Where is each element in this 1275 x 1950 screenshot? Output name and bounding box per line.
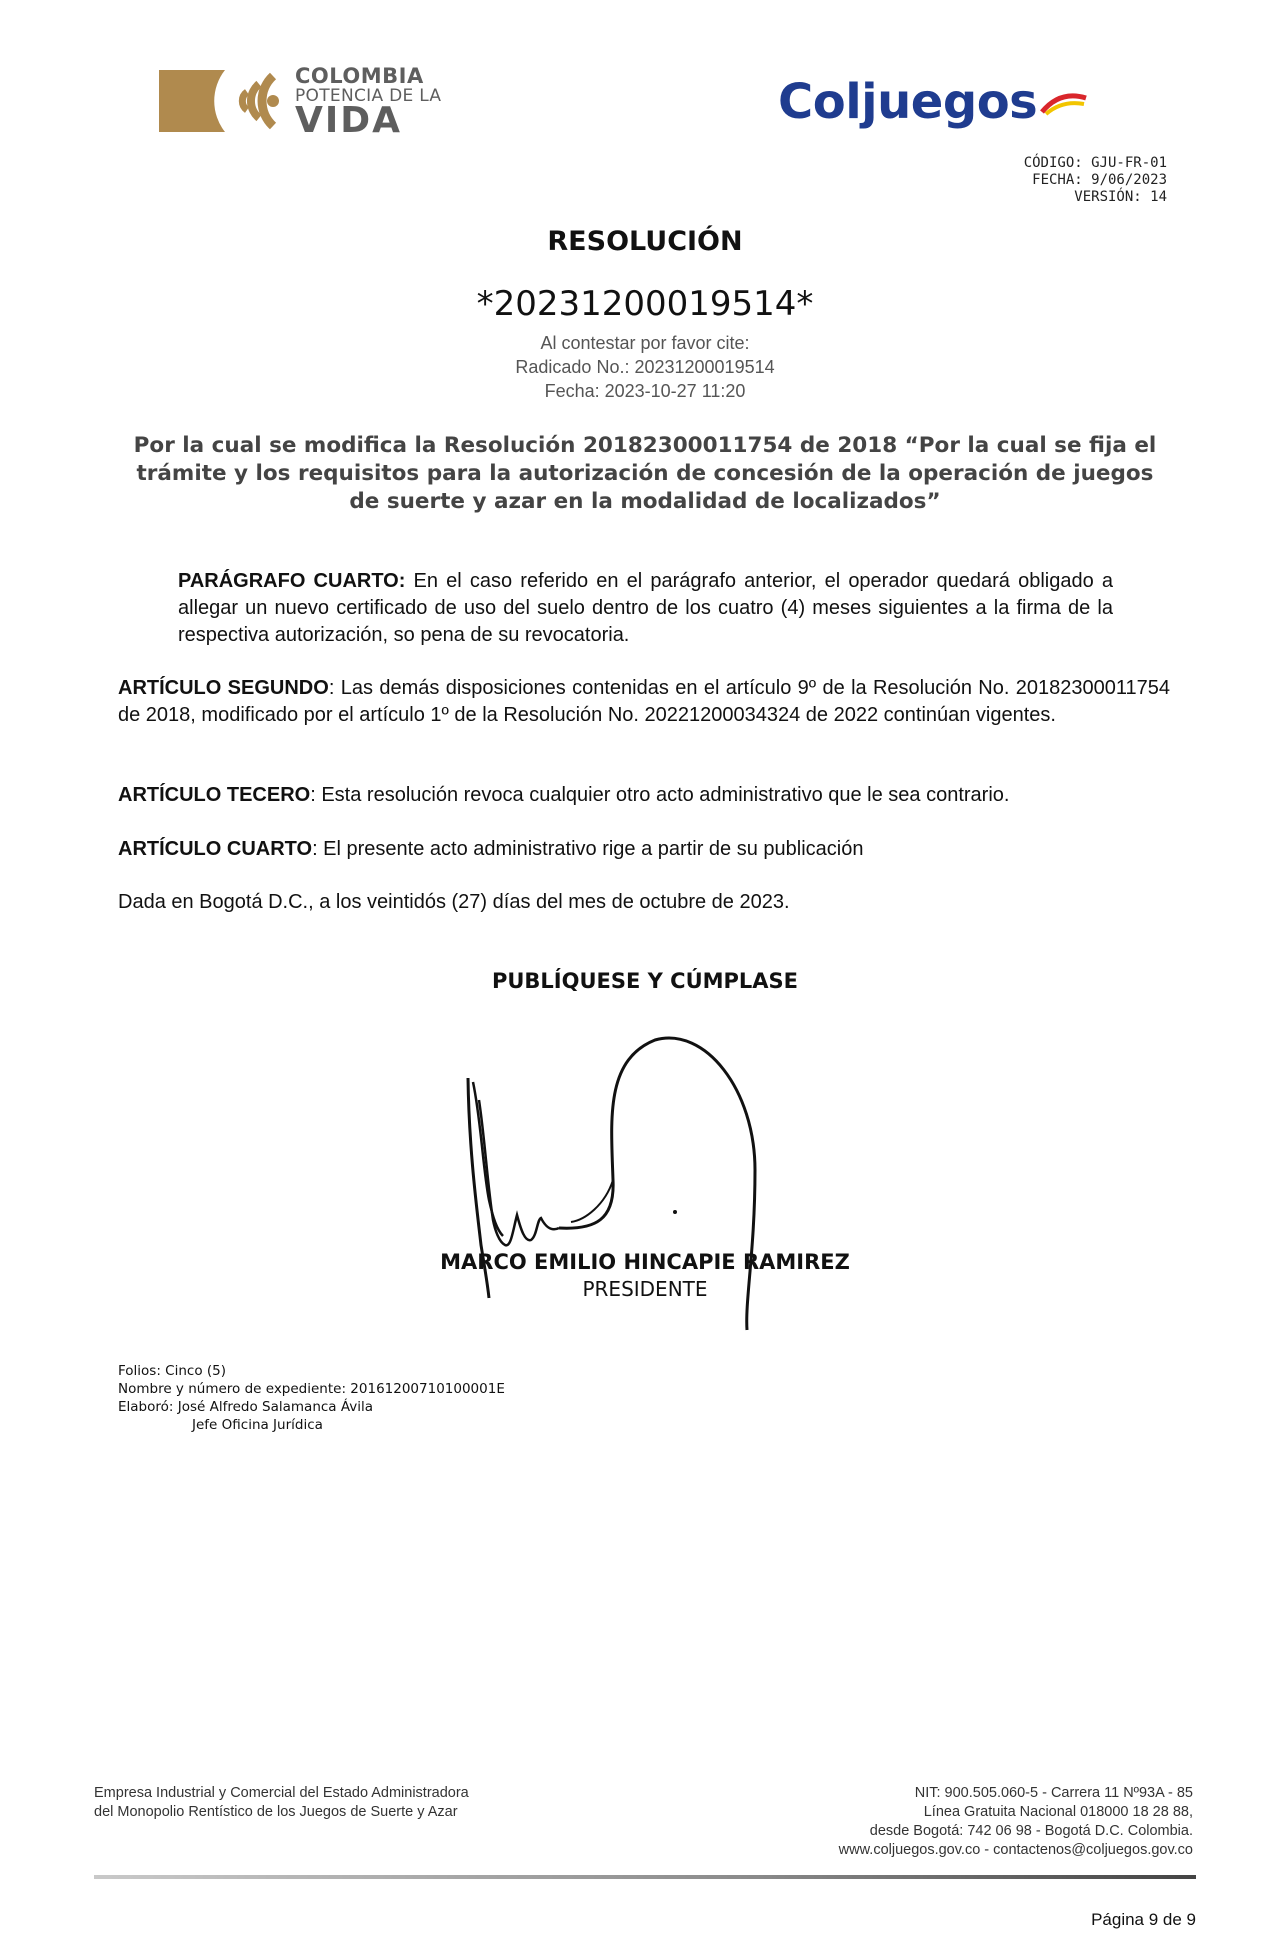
paragrafo-text: En el caso referido en el parágrafo anterior, el operador quedará obligado a allegar un nuevo certificado de uso del suelo dentro de los cuatro (4) meses siguientes a la firma de la respectiva autorización, so pena de su revocatoria. (178, 570, 1113, 646)
footer-right-line4: www.coljuegos.gov.co - contactenos@coljuegos.gov.co (838, 1842, 1193, 1858)
coljuegos-swoosh-icon (1040, 92, 1088, 116)
footer-left-line2: del Monopolio Rentístico de los Juegos de Suerte y Azar (94, 1804, 458, 1820)
resolution-subject: Por la cual se modifica la Resolución 20182300011754 de 2018 “Por la cual se fija el trámite y los requisitos para la autorización de concesión de la operación de juegos de suerte y azar en la modalidad de localizados” (133, 433, 1157, 514)
art4-text: : El presente acto administrativo rige a partir de su publicación (312, 838, 864, 860)
signer-name: MARCO EMILIO HINCAPIE RAMIREZ (440, 1250, 850, 1274)
paragrafo-label: PARÁGRAFO CUARTO: (178, 570, 406, 592)
art3-text: : Esta resolución revoca cualquier otro acto administrativo que le sea contrario. (310, 784, 1010, 806)
form-date: FECHA: 9/06/2023 (1032, 172, 1167, 188)
folios-note: Folios: Cinco (5) (118, 1363, 227, 1379)
footer-right-line2: Línea Gratuita Nacional 018000 18 28 88, (923, 1804, 1193, 1820)
footer-company-info (94, 1784, 469, 1822)
footer-left-line1: Empresa Industrial y Comercial del Estado Administradora (94, 1785, 469, 1801)
footer-right-line1: NIT: 900.505.060-5 - Carrera 11 Nº93A - 85 (914, 1785, 1193, 1801)
coljuegos-logo (778, 74, 1148, 130)
filing-number: *20231200019514* (476, 284, 814, 324)
articulo-cuarto (118, 836, 1170, 863)
form-metadata (1024, 155, 1167, 206)
page-number: Página 9 de 9 (1091, 1910, 1196, 1929)
articulo-segundo (118, 675, 1170, 729)
cite-radicado: Radicado No.: 20231200019514 (515, 357, 775, 377)
footer-contact-info (839, 1784, 1193, 1860)
footer-divider (94, 1875, 1196, 1879)
logo-line-vida: VIDA (295, 100, 402, 141)
art2-text: : Las demás disposiciones contenidas en el artículo 9º de la Resolución No. 20182300011754 de 2018, modificado por el artículo 1º de la Resolución No. 20221200034324 de 2022 continúan vigentes. (118, 677, 1171, 726)
coljuegos-wordmark: Coljuegos (778, 74, 1038, 130)
given-at: Dada en Bogotá D.C., a los veintidós (27) días del mes de octubre de 2023. (118, 891, 790, 913)
articulo-tercero (118, 782, 1170, 809)
form-code: CÓDIGO: GJU-FR-01 (1023, 155, 1167, 171)
elaboro-note: Elaboró: José Alfredo Salamanca Ávila (118, 1399, 374, 1415)
publiquese-heading: PUBLÍQUESE Y CÚMPLASE (491, 969, 799, 993)
art3-label: ARTÍCULO TECERO (118, 784, 311, 806)
document-title: RESOLUCIÓN (547, 226, 743, 257)
paragrafo-cuarto (178, 568, 1113, 649)
elaboro-role-note: Jefe Oficina Jurídica (192, 1417, 323, 1433)
cite-date: Fecha: 2023-10-27 11:20 (544, 381, 746, 401)
form-version: VERSIÓN: 14 (1074, 189, 1167, 205)
logo-line-potencia: POTENCIA DE LA (295, 86, 442, 106)
logo-line-colombia: COLOMBIA (295, 64, 424, 88)
cite-label: Al contestar por favor cite: (540, 333, 750, 353)
signer-role: PRESIDENTE (582, 1277, 708, 1301)
colombia-logo-mark-icon (155, 66, 285, 136)
expediente-note: Nombre y número de expediente: 20161200710100001E (118, 1381, 505, 1397)
art4-label: ARTÍCULO CUARTO (118, 838, 313, 860)
document-notes (118, 1362, 505, 1434)
footer-right-line3: desde Bogotá: 742 06 98 - Bogotá D.C. Colombia. (869, 1823, 1193, 1839)
colombia-potencia-de-la-vida-logo (155, 62, 475, 142)
art2-label: ARTÍCULO SEGUNDO (118, 677, 329, 699)
